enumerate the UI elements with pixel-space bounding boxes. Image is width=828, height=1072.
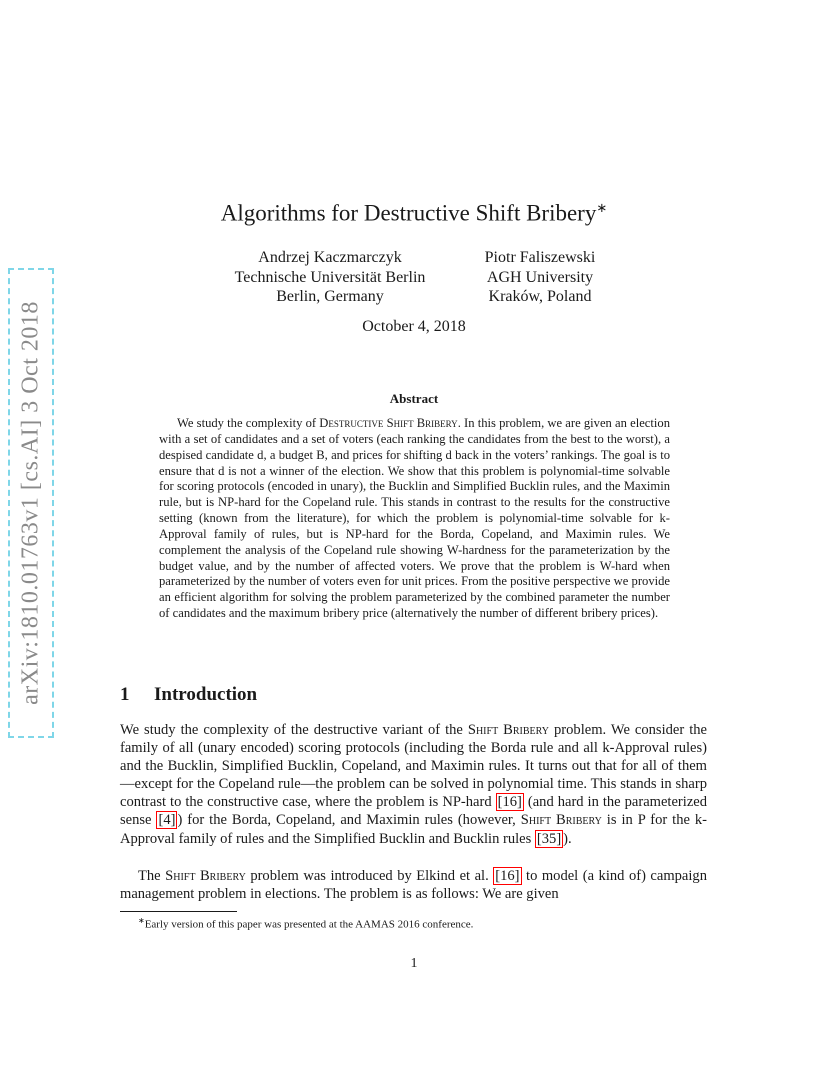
citation-link[interactable]: [35] xyxy=(536,830,562,847)
problem-name: Shift Bribery xyxy=(165,868,246,884)
section-title: Introduction xyxy=(154,684,258,705)
intro-paragraph-1 xyxy=(120,721,707,848)
author-location: Kraków, Poland xyxy=(488,288,592,305)
abstract-lead: We study the complexity of xyxy=(177,416,320,430)
abstract-body: . In this problem, we are given an election with a set of candidates and a set of voters (each ranking the candidates from the best to the worst), a despised candidate d, a budget B, and prices for shifting d back in the voters’ rankings. The goal is to ensure that d is not a winner of the election. We show that this problem is polynomial-time solvable for scoring protocols (encoded in unary), the Bucklin and Simplified Bucklin rules, and the Maximin rule, but is NP-hard for the Copeland rule. This stands in contrast to the results for the constructive setting (known from the literature), for which the problem is polynomial-time solvable for k-Approval family of rules, but is NP-hard for the Borda, Copeland, and Maximin rules. We complement the analysis of the Copeland rule showing W-hardness for the parameterization by the budget value, and by the number of affected voters. We prove that the problem is W-hard when parameterized by the number of voters even for unit prices. From the positive perspective we provide an efficient algorithm for solving the problem parameterized by the combined parameter the number of candidates and the maximum bribery price (alternatively the number of different bribery prices). xyxy=(159,416,670,621)
problem-name: Destructive Shift Bribery xyxy=(319,416,458,430)
paper-title xyxy=(0,200,828,227)
text-run: We study the complexity of the destructive variant of the xyxy=(120,722,468,738)
footnote-text: Early version of this paper was presented at the AAMAS 2016 conference. xyxy=(144,918,474,931)
text-run: (and hard in the parameterized sense xyxy=(120,794,708,829)
title-footnote-mark[interactable]: ∗ xyxy=(596,200,608,215)
footnote-mark: ∗ xyxy=(138,916,145,925)
author-block-1 xyxy=(205,248,455,307)
problem-name: Shift Bribery xyxy=(467,722,550,738)
author-affiliation: Technische Universität Berlin xyxy=(234,268,426,286)
author-name: Andrzej Kaczmarczyk xyxy=(258,249,402,266)
text-run: problem. We consider the family of all (unary encoded) scoring protocols (including the Borda rule and all k-Approval rules) and the Bucklin, Simplified Bucklin, Copeland, and Maximin rules. It turns out that for all of them—except for the Copeland rule—the problem can be solved in polynomial time. This stands in sharp contrast to the constructive case, where the problem is NP-hard xyxy=(120,722,707,811)
abstract-heading: Abstract xyxy=(389,391,439,406)
paper-date: October 4, 2018 xyxy=(362,318,466,335)
page-number: 1 xyxy=(410,956,418,971)
citation-link[interactable]: [16] xyxy=(497,794,522,811)
citation-link[interactable]: [4] xyxy=(158,812,176,829)
author-affiliation: AGH University xyxy=(486,268,594,286)
text-run: to model (a kind of) campaign management problem in elections. The problem is as follows: We are given xyxy=(120,868,707,903)
text-run: problem was introduced by Elkind et al. xyxy=(245,868,494,884)
section-heading xyxy=(120,684,257,706)
text-run: ) for the Borda, Copeland, and Maximin rules (however, xyxy=(177,812,521,829)
arxiv-identifier[interactable]: arXiv:1810.01763v1 [cs.AI] 3 Oct 2018 xyxy=(17,301,44,705)
arxiv-stamp xyxy=(8,268,54,738)
text-run: The xyxy=(138,868,166,884)
intro-paragraph-2 xyxy=(120,867,707,903)
footnote-rule xyxy=(120,911,237,912)
text-run: ). xyxy=(563,830,572,847)
citation-link[interactable]: [16] xyxy=(495,868,520,884)
author-location: Berlin, Germany xyxy=(276,288,384,305)
author-name: Piotr Faliszewski xyxy=(484,249,596,266)
text-run: is in P for the k-Approval family of rules and the Simplified Bucklin and Bucklin rules xyxy=(120,812,707,847)
title-text: Algorithms for Destructive Shift Bribery xyxy=(220,200,597,226)
section-number: 1 xyxy=(120,684,130,705)
footnote xyxy=(120,916,707,931)
abstract-text xyxy=(159,416,670,622)
author-block-2 xyxy=(455,248,625,307)
problem-name: Shift Bribery xyxy=(520,812,602,829)
